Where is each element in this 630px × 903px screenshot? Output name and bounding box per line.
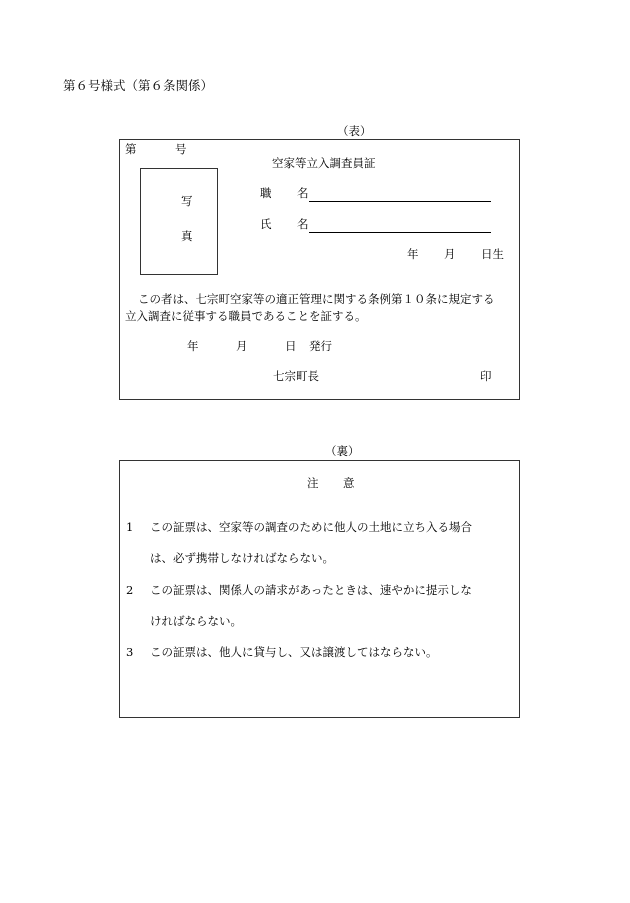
name-line (309, 232, 491, 233)
birth-day: 日生 (481, 247, 504, 261)
birth-year: 年 (407, 247, 419, 261)
birth-month: 月 (444, 247, 456, 261)
notes-title-1: 注 (307, 476, 319, 490)
name-label-1: 氏 (260, 217, 272, 231)
note-number: 3 (126, 645, 134, 659)
notes-title-2: 意 (343, 476, 355, 490)
seal-mark: 印 (480, 369, 492, 383)
number-prefix: 第 (125, 142, 137, 156)
note-number: 2 (126, 583, 134, 597)
front-card (119, 139, 520, 400)
position-line (309, 201, 491, 202)
issue-month: 月 (236, 339, 248, 353)
issuer: 七宗町長 (273, 369, 319, 383)
position-label-2: 名 (297, 186, 309, 200)
note-line: は、必ず携帯しなければならない。 (150, 551, 334, 565)
photo-label-1: 写 (181, 194, 193, 208)
certify-line-1: この者は、七宗町空家等の適正管理に関する条例第１０条に規定する (138, 292, 495, 306)
name-label-2: 名 (297, 217, 309, 231)
note-line: この証票は、空家等の調査のために他人の土地に立ち入る場合 (150, 520, 472, 534)
issue-day: 日 (285, 339, 297, 353)
certify-line-2: 立入調査に従事する職員であることを証する。 (125, 309, 367, 323)
number-suffix: 号 (175, 142, 187, 156)
issue-year: 年 (187, 339, 199, 353)
card-title: 空家等立入調査員証 (272, 156, 376, 170)
front-heading: （表） (337, 124, 372, 138)
issue-label: 発行 (309, 339, 332, 353)
note-line: ければならない。 (150, 614, 242, 628)
note-line: この証票は、関係人の請求があったときは、速やかに提示しな (150, 583, 472, 597)
note-number: 1 (126, 520, 134, 534)
position-label-1: 職 (260, 186, 272, 200)
photo-label-2: 真 (181, 229, 193, 243)
back-card (119, 460, 520, 718)
photo-box (140, 168, 218, 275)
note-line: この証票は、他人に貸与し、又は譲渡してはならない。 (150, 645, 438, 659)
back-heading: （裏） (325, 444, 360, 458)
form-title: 第６号様式（第６条関係） (63, 78, 214, 93)
